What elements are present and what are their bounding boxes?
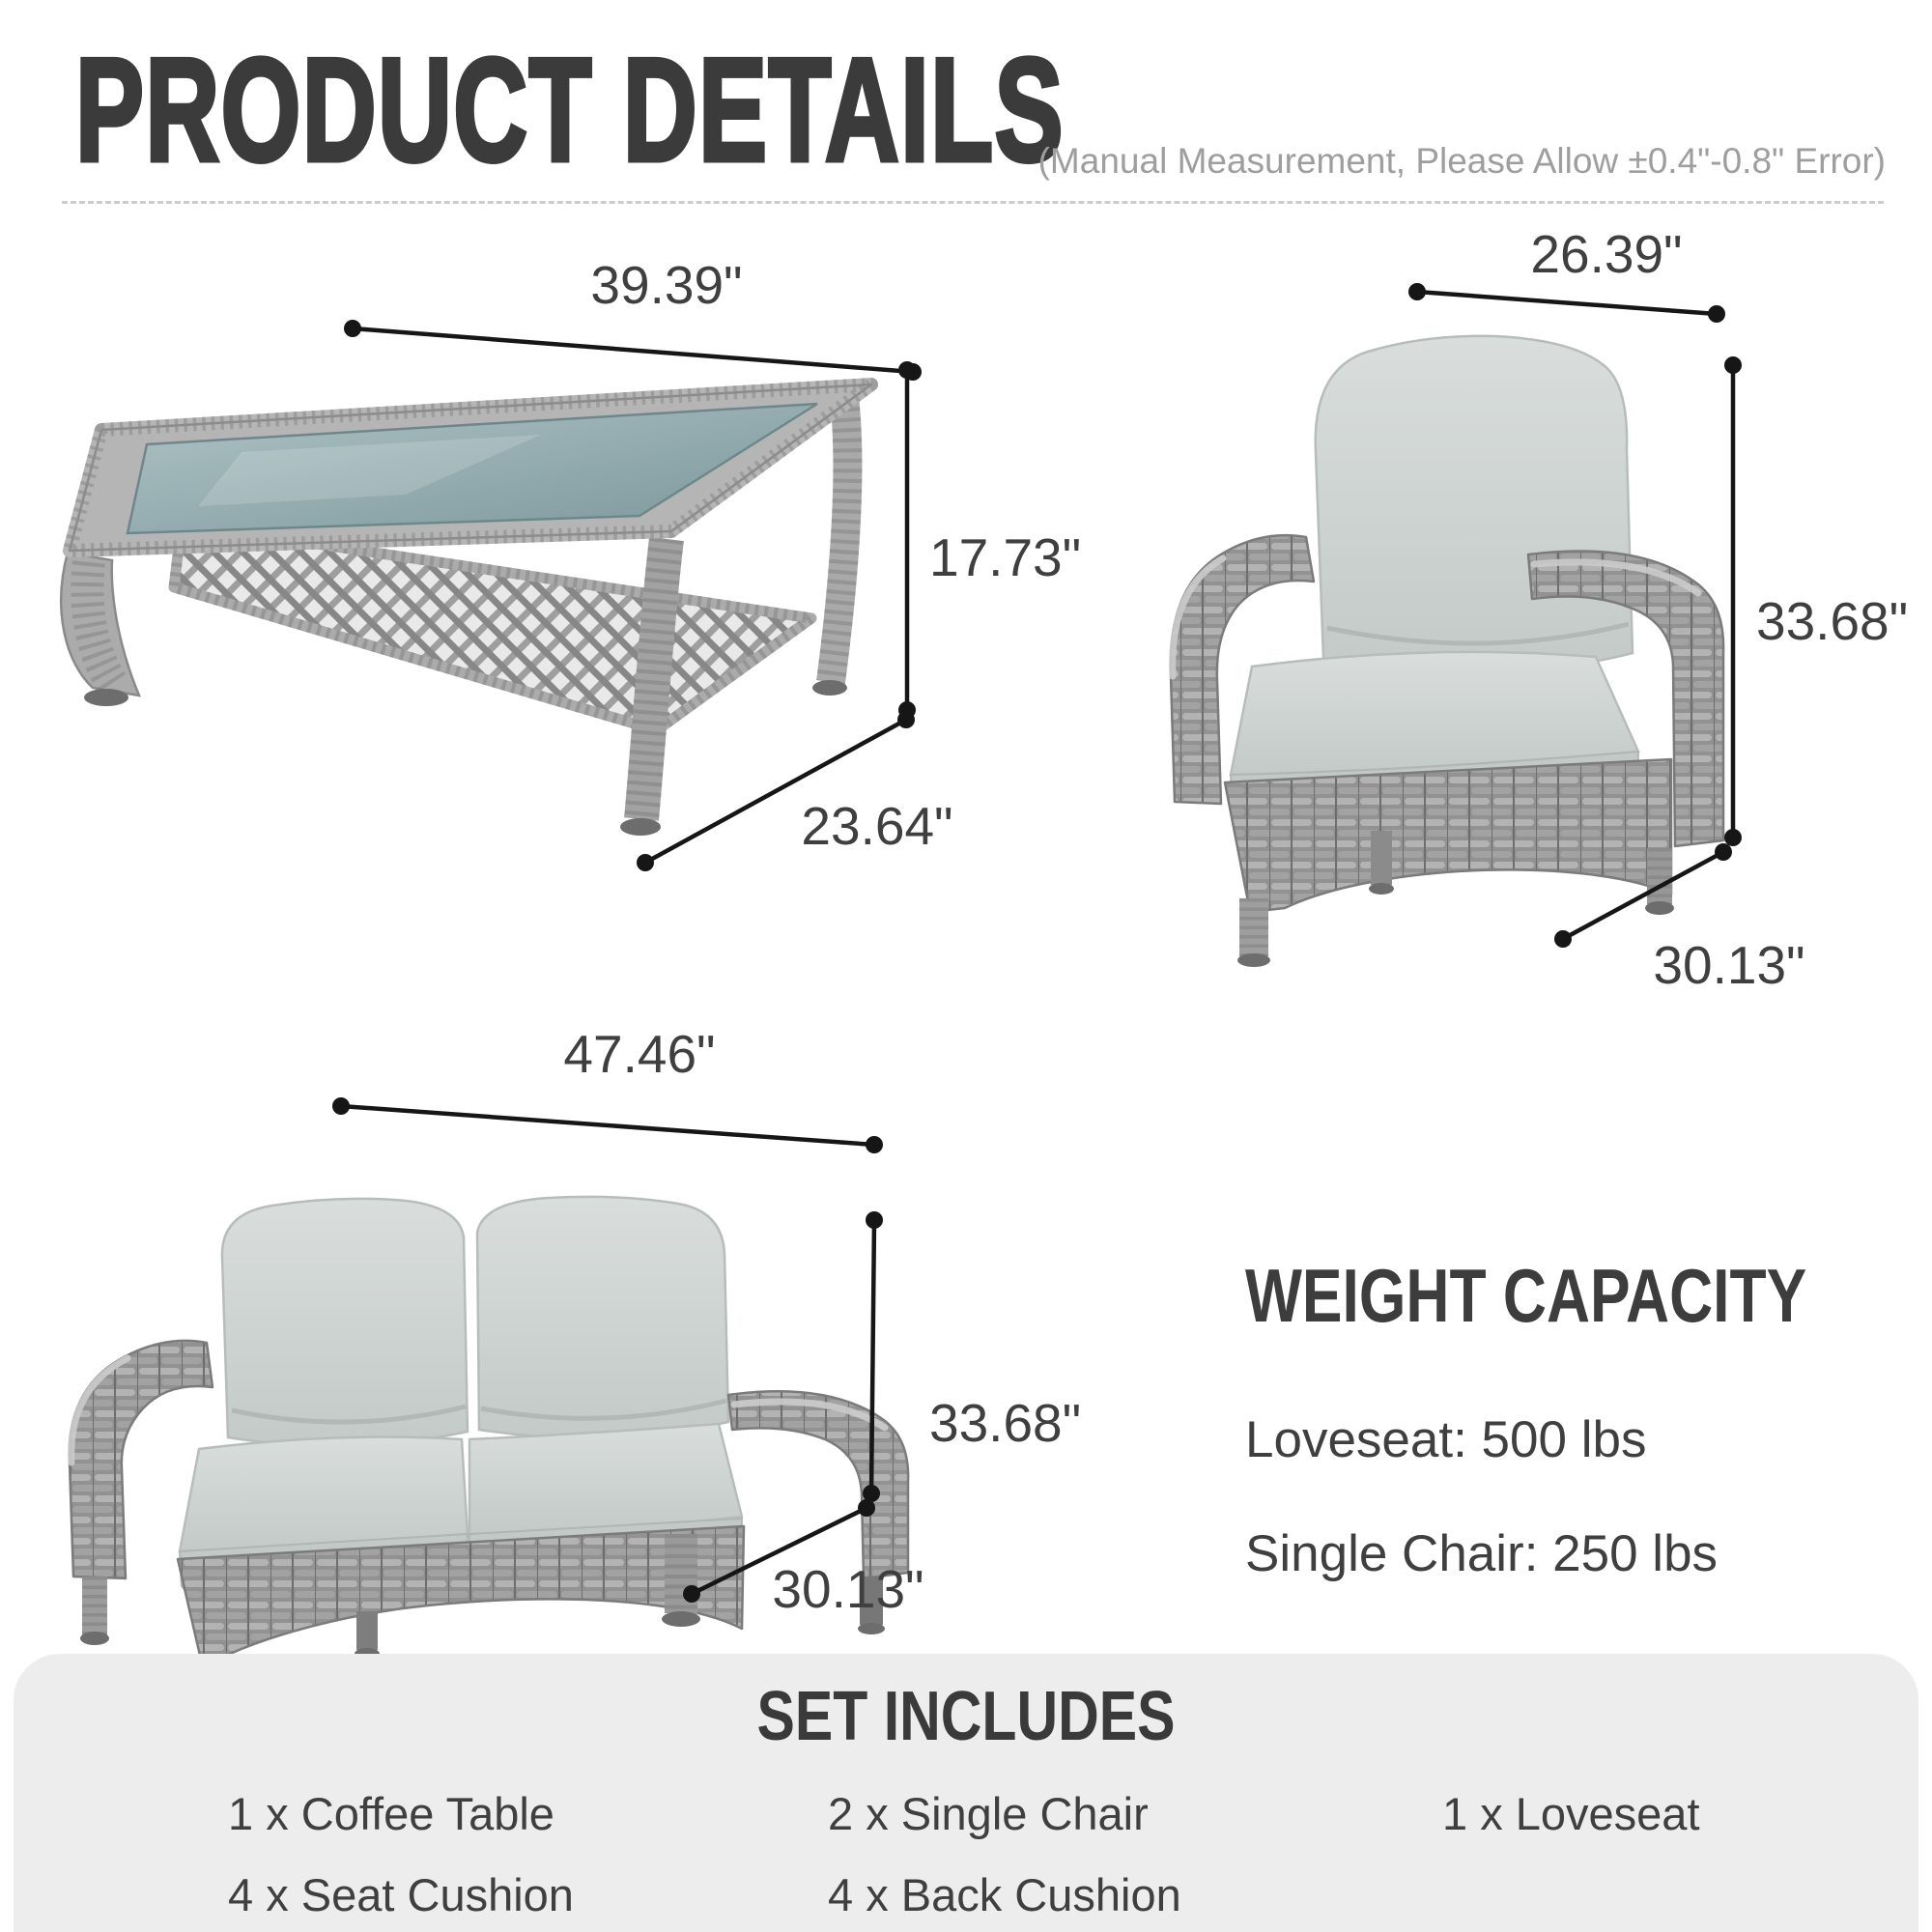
set-includes-heading-wrap xyxy=(0,1677,1932,1756)
chair-width-line xyxy=(1417,292,1717,314)
set-includes-heading: SET INCLUDES xyxy=(756,1678,1176,1755)
dashed-divider xyxy=(62,201,1884,204)
page-title: PRODUCT DETAILS xyxy=(75,28,1065,192)
single-chair-figure xyxy=(1092,222,1932,1034)
set-includes-item: 2 x Single Chair xyxy=(828,1788,1149,1839)
table-shelf xyxy=(174,524,811,730)
loveseat-width-line xyxy=(341,1106,874,1145)
loveseat-back-cushion-left xyxy=(222,1199,468,1446)
single-chair-illustration xyxy=(1171,336,1723,967)
set-includes-item: 1 x Coffee Table xyxy=(228,1788,554,1839)
loveseat-height-label: 33.68" xyxy=(929,1393,1082,1453)
loveseat-figure xyxy=(48,1005,1159,1681)
table-depth-label: 23.64" xyxy=(801,796,953,856)
set-includes-item: 4 x Seat Cushion xyxy=(228,1869,574,1920)
table-width-line xyxy=(353,328,913,372)
coffee-table-illustration xyxy=(61,384,871,836)
table-width-label: 39.39" xyxy=(590,255,743,315)
loveseat-seat-cushion-right xyxy=(469,1424,742,1534)
loveseat-depth-label: 30.13" xyxy=(772,1559,924,1619)
weight-capacity-heading: WEIGHT CAPACITY xyxy=(1245,1253,1807,1338)
measurement-disclaimer: (Manual Measurement, Please Allow ±0.4"-0.8" Error) xyxy=(1037,141,1886,181)
chair-height-label: 33.68" xyxy=(1756,591,1909,651)
weight-capacity-loveseat: Loveseat: 500 lbs xyxy=(1245,1411,1647,1468)
coffee-table-figure xyxy=(39,232,1121,1034)
weight-capacity-single-chair: Single Chair: 250 lbs xyxy=(1245,1525,1719,1582)
loveseat-right-arm xyxy=(728,1391,908,1578)
chair-base xyxy=(1225,759,1671,912)
table-height-label: 17.73" xyxy=(929,527,1082,587)
loveseat-width-label: 47.46" xyxy=(563,1024,716,1084)
loveseat-seat-cushion-left xyxy=(180,1437,468,1551)
set-includes-item: 1 x Loveseat xyxy=(1442,1788,1700,1839)
chair-depth-label: 30.13" xyxy=(1653,935,1805,995)
chair-back-cushion xyxy=(1316,336,1633,671)
set-includes-item: 4 x Back Cushion xyxy=(828,1869,1181,1920)
chair-width-label: 26.39" xyxy=(1530,224,1683,284)
loveseat-back-cushion-right xyxy=(477,1197,728,1437)
loveseat-height-line xyxy=(871,1220,874,1493)
